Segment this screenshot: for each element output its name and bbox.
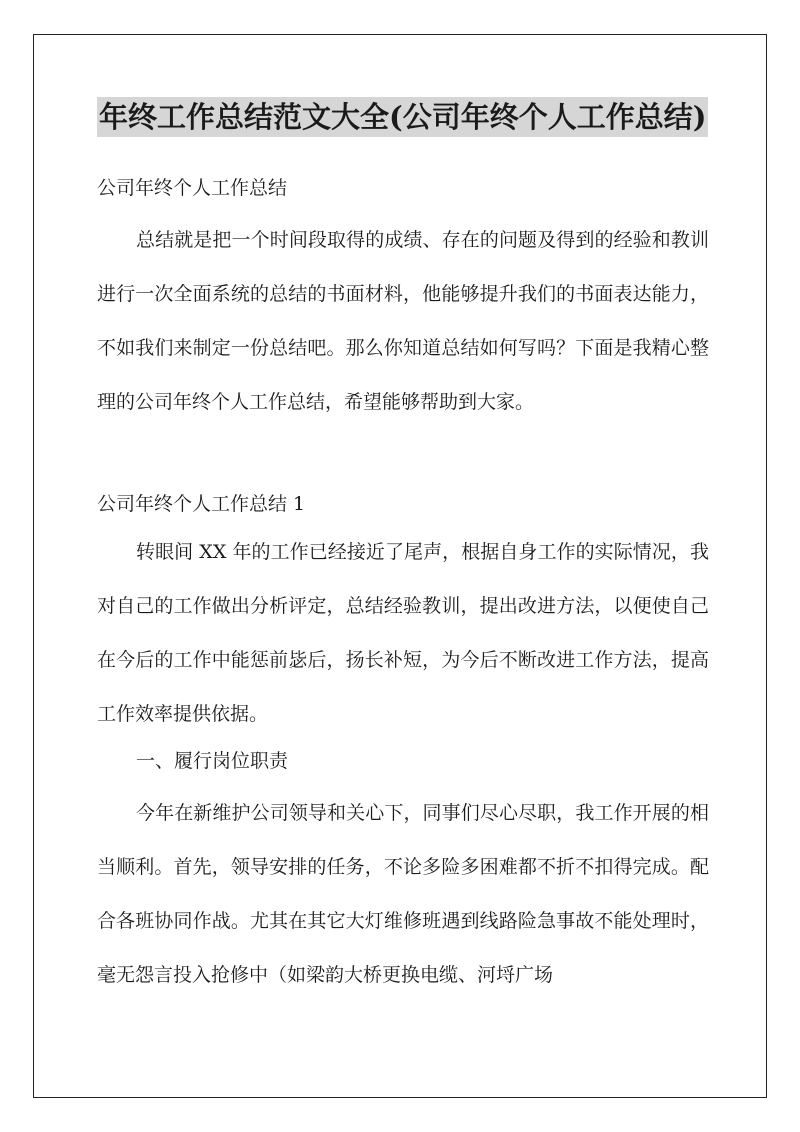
section-heading: 公司年终个人工作总结 1 bbox=[97, 493, 306, 515]
subheading: 一、履行岗位职责 bbox=[136, 750, 289, 772]
body-paragraph-2: 今年在新维护公司领导和关心下，同事们尽心尽职，我工作开展的相当顺利。首先，领导安排的任务，不论多险多困难都不折不扣得完成。配合各班协同作战。尤其在其它大灯维修班遇到线路险急事故不能处理时，毫无怨言投入抢修中（如梁韵大桥更换电缆、河埒广场 bbox=[97, 802, 709, 986]
document-title: 年终工作总结范文大全(公司年终个人工作总结) bbox=[97, 97, 708, 137]
body-paragraph: 转眼间 XX 年的工作已经接近了尾声，根据自身工作的实际情况，我对自己的工作做出分析评定，总结经验教训，提出改进方法，以便使自己在今后的工作中能惩前毖后，扬长补短，为今后不断改进工作方法，提高工作效率提供依据。 bbox=[97, 541, 709, 725]
subtitle: 公司年终个人工作总结 bbox=[97, 177, 288, 199]
intro-paragraph: 总结就是把一个时间段取得的成绩、存在的问题及得到的经验和教训进行一次全面系统的总结的书面材料，他能够提升我们的书面表达能力，不如我们来制定一份总结吧。那么你知道总结如何写吗？下面是我精心整理的公司年终个人工作总结，希望能够帮助到大家。 bbox=[97, 229, 709, 413]
